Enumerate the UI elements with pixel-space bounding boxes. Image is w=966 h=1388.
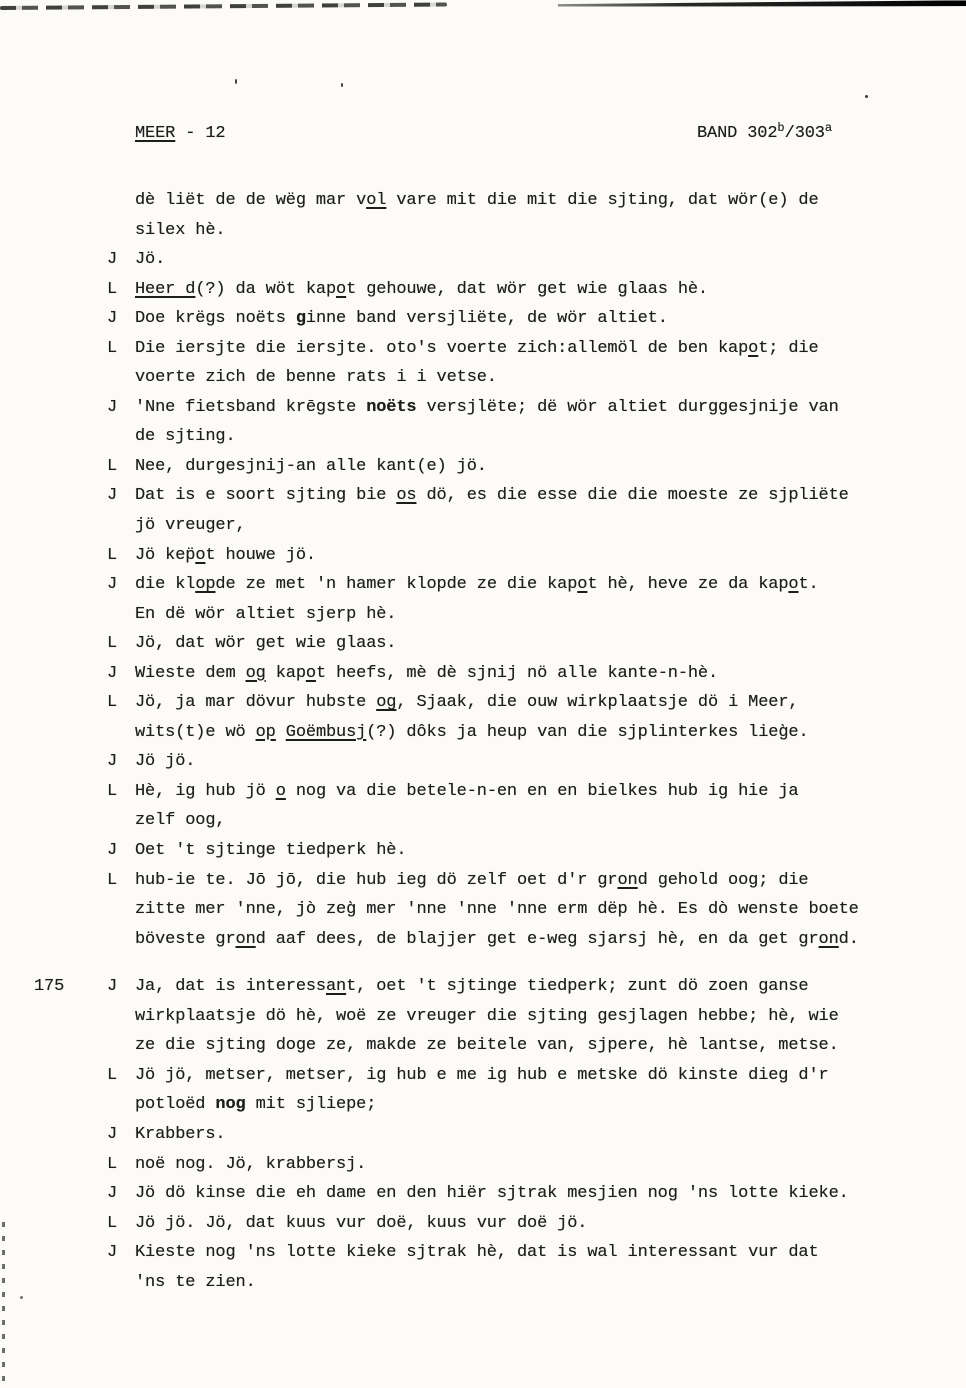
line-number — [0, 836, 107, 866]
speaker-label — [107, 1090, 135, 1120]
transcript-line — [0, 1120, 966, 1150]
line-text: Kieste nog 'ns lotte kieke sjtrak hè, dat is wal interessant vur dat — [135, 1243, 819, 1263]
line-text: Oet 't sjtinge tiedperk hè. — [135, 841, 407, 861]
line-text: potloëd nog mit sjliepe; — [135, 1095, 377, 1115]
speaker-label: L — [107, 1065, 118, 1085]
transcript-line — [0, 1002, 966, 1032]
speaker-label: J — [107, 663, 118, 683]
line-text: hub-ie te. Jō jō, die hub ieg dö zelf oet d'r grond gehold oog; die — [135, 870, 809, 890]
line-text: de sjting. — [135, 427, 236, 447]
line-number — [0, 511, 107, 541]
transcript-line — [0, 216, 966, 246]
transcript-line — [0, 363, 966, 393]
speaker-label: L — [107, 456, 118, 476]
line-number — [0, 600, 107, 630]
line-text: Jö jö. Jö, dat kuus vur doë, kuus vur doë jö. — [135, 1213, 588, 1233]
transcript-line — [0, 629, 966, 659]
line-number — [0, 1238, 107, 1268]
speaker-label: J — [107, 309, 118, 329]
transcript-line — [0, 511, 966, 541]
transcript-line — [0, 275, 966, 305]
transcript-line — [0, 245, 966, 275]
speaker-label — [107, 511, 135, 541]
speaker-label: J — [107, 752, 118, 772]
speaker-label — [107, 600, 135, 630]
speaker-label: J — [107, 1243, 118, 1263]
line-text: 'Nne fietsband krēgste noëts versjlëte; dë wör altiet durggesjnije van — [135, 397, 839, 417]
line-number — [0, 334, 107, 364]
transcript-line — [0, 393, 966, 423]
speaker-label — [107, 363, 135, 393]
speaker-label — [107, 718, 135, 748]
transcript-line — [0, 541, 966, 571]
transcript-line — [0, 836, 966, 866]
line-number — [0, 363, 107, 393]
transcript-line — [0, 688, 966, 718]
line-text: noë nog. Jö, krabbersj. — [135, 1154, 367, 1174]
speaker-label: J — [107, 841, 118, 861]
speaker-label — [107, 186, 135, 216]
line-text: böveste grond aaf dees, de blajjer get e-weg sjarsj hè, en da get grond. — [135, 929, 859, 949]
speaker-label: J — [107, 1184, 118, 1204]
scan-artifact-top-left — [0, 2, 447, 10]
speaker-label: J — [107, 486, 118, 506]
speaker-label: L — [107, 693, 118, 713]
transcript-line — [0, 304, 966, 334]
transcript-line — [0, 972, 966, 1002]
line-number — [0, 216, 107, 246]
speaker-label: L — [107, 634, 118, 654]
transcript-line — [0, 1268, 966, 1298]
scan-speck — [235, 79, 237, 84]
transcript-line — [0, 925, 966, 955]
line-number — [0, 1031, 107, 1061]
line-text: dè liët de de wëg mar vol vare mit die mit die sjting, dat wör(e) de — [135, 191, 819, 210]
line-number — [0, 1002, 107, 1032]
speaker-label — [107, 216, 135, 246]
speaker-label: L — [107, 781, 118, 801]
band-superscript-a: a — [824, 121, 833, 135]
transcript-line — [0, 1061, 966, 1091]
line-text: ze die sjting doge ze, makde ze beitele van, sjpere, hè lantse, metse. — [135, 1036, 839, 1056]
line-number — [0, 186, 107, 216]
line-number — [0, 925, 107, 955]
speaker-label: J — [107, 977, 118, 997]
location-code: MEER — [135, 124, 176, 143]
line-text: Jö jö, metser, metser, ig hub e me ig hub e metske dö kinste dieg d'r — [135, 1065, 829, 1085]
speaker-label: L — [107, 1213, 118, 1233]
line-number — [0, 718, 107, 748]
line-text: Hè, ig hub jö o nog va die betele-n-en en en bielkes hub ig hie ja — [135, 781, 799, 801]
line-number — [0, 481, 107, 511]
speaker-label: J — [107, 1124, 118, 1144]
line-text: Jö jö. — [135, 752, 196, 772]
band-superscript-b: b — [777, 121, 785, 135]
speaker-label — [107, 925, 135, 955]
line-number — [0, 777, 107, 807]
line-number — [0, 304, 107, 334]
band-label — [697, 121, 833, 143]
transcript-line — [0, 1031, 966, 1061]
speaker-label — [107, 422, 135, 452]
transcript-line — [0, 600, 966, 630]
transcript-line — [0, 895, 966, 925]
line-text: wirkplaatsje dö hè, woë ze vreuger die sjting gesjlagen hebbe; hè, wie — [135, 1006, 839, 1026]
transcript-line — [0, 1238, 966, 1268]
page-number: - 12 — [175, 124, 226, 143]
line-text: Jö kep̈ot houwe jö. — [135, 545, 316, 565]
transcript-line — [0, 186, 966, 216]
line-text: jö vreuger, — [135, 516, 246, 536]
line-number — [0, 541, 107, 571]
transcript-line — [0, 718, 966, 748]
line-text: Jö, dat wör get wie glaas. — [135, 634, 397, 654]
line-text: Nee, durgesjnij-an alle kant(e) jö. — [135, 456, 487, 476]
transcript-line — [0, 1090, 966, 1120]
scan-artifact-top-right — [558, 0, 966, 8]
transcript-line — [0, 659, 966, 689]
line-number — [0, 688, 107, 718]
page-title — [135, 124, 225, 143]
line-number — [0, 1061, 107, 1091]
transcript-line — [0, 777, 966, 807]
scan-speck — [865, 95, 868, 98]
line-number — [0, 1120, 107, 1150]
line-text: Ja, dat is interessant, oet 't sjtinge tiedperk; zunt dö zoen ganse — [135, 977, 809, 997]
speaker-label: J — [107, 575, 118, 595]
line-number — [0, 1268, 107, 1298]
page-header — [0, 121, 966, 148]
transcript-line — [0, 334, 966, 364]
transcript-line — [0, 747, 966, 777]
speaker-label: L — [107, 279, 118, 299]
line-number — [0, 1090, 107, 1120]
line-text: Dat is e soort sjting bie os dö, es die esse die die moeste ze sjpliëte — [135, 486, 849, 506]
line-number — [0, 570, 107, 600]
transcript-line — [0, 806, 966, 836]
line-number — [0, 806, 107, 836]
transcript-line — [0, 1179, 966, 1209]
line-text: Jö dö kinse die eh dame en den hiër sjtrak mesjien nog 'ns lotte kieke. — [135, 1184, 849, 1204]
speaker-label: J — [107, 250, 118, 270]
line-text: zelf oog, — [135, 811, 226, 831]
transcript-line — [0, 1150, 966, 1180]
band-slash: / — [784, 124, 795, 143]
line-text: Wieste dem og kapot heefs, mè dè sjnij nö alle kante-n-hè. — [135, 663, 719, 683]
speaker-label — [107, 1268, 135, 1298]
line-number — [0, 895, 107, 925]
line-text: Krabbers. — [135, 1124, 226, 1144]
speaker-label: J — [107, 397, 118, 417]
transcript-line — [0, 1209, 966, 1239]
line-text: Jö. — [135, 250, 166, 270]
line-text: wits(t)e wö op Goëmbusj(?) dôks ja heup van die sjplinterkes lieg̀e. — [135, 722, 809, 742]
speaker-label: L — [107, 870, 118, 890]
band-prefix: BAND 302 — [697, 124, 778, 143]
line-number — [0, 422, 107, 452]
line-number — [0, 393, 107, 423]
speaker-label — [107, 1002, 135, 1032]
line-number — [0, 1209, 107, 1239]
transcript-line — [0, 422, 966, 452]
line-number — [0, 275, 107, 305]
line-text: Doe krëgs noëts ginne band versjliëte, de wör altiet. — [135, 309, 668, 329]
line-text: voerte zich de benne rats i i vetse. — [135, 368, 497, 388]
scan-speck — [341, 83, 343, 87]
line-number — [0, 866, 107, 896]
speaker-label: L — [107, 1154, 118, 1174]
line-number — [0, 1150, 107, 1180]
line-text: 'ns te zien. — [135, 1272, 256, 1292]
transcript — [0, 186, 966, 1297]
speaker-label — [107, 895, 135, 925]
line-text: Die iersjte die iersjte. oto's voerte zich:allemöl de ben kapot; die — [135, 338, 819, 358]
line-number — [0, 1179, 107, 1209]
line-text: Heer d(?) da wöt kapot gehouwe, dat wör get wie glaas hè. — [135, 279, 708, 299]
transcript-line — [0, 570, 966, 600]
band-number-2: 303 — [794, 124, 825, 143]
line-text: zitte mer 'nne, jò zeg̀ mer 'nne 'nne 'nne erm dëp hè. Es dò wenste boete — [135, 900, 859, 920]
line-text: die klopde ze met 'n hamer klopde ze die kapot hè, heve ze da kapot. — [135, 575, 819, 595]
line-number — [0, 452, 107, 482]
line-number — [0, 629, 107, 659]
speaker-label — [107, 1031, 135, 1061]
speaker-label — [107, 806, 135, 836]
line-text: En dë wör altiet sjerp hè. — [135, 604, 397, 624]
speaker-label: L — [107, 545, 118, 565]
transcript-line — [0, 481, 966, 511]
speaker-label: L — [107, 338, 118, 358]
line-number — [0, 245, 107, 275]
line-text: silex hè. — [135, 220, 226, 240]
line-number — [0, 747, 107, 777]
transcript-line — [0, 452, 966, 482]
transcript-line — [0, 866, 966, 896]
line-number — [0, 659, 107, 689]
line-number: 175 — [34, 977, 65, 997]
line-text: Jö, ja mar dövur hubste og, Sjaak, die ouw wirkplaatsje dö i Meer, — [135, 693, 799, 713]
